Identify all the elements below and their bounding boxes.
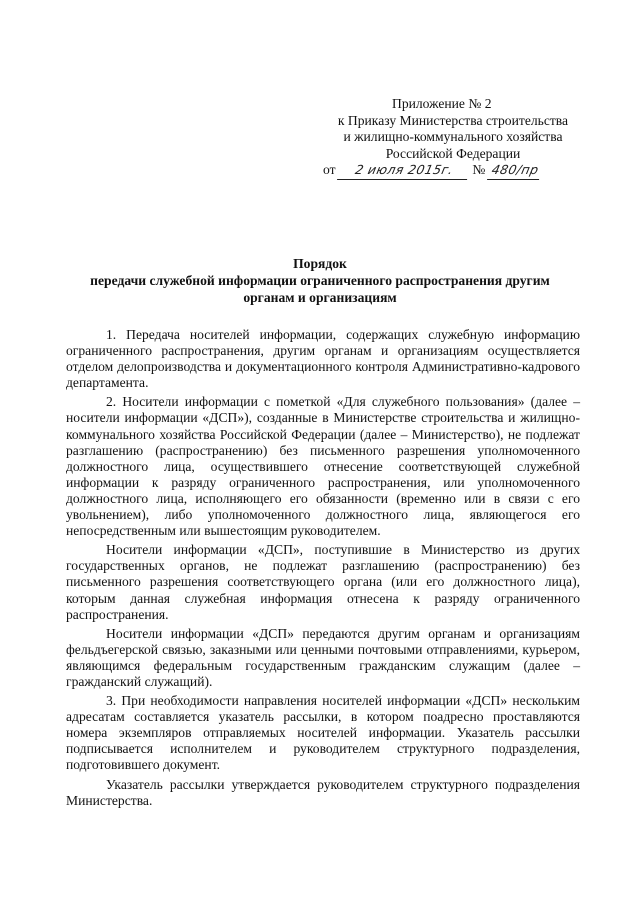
appendix-federation: Российской Федерации (385, 145, 521, 161)
title-line-2: передачи служебной информации ограниченного распространения другим (90, 273, 550, 288)
from-label: от (323, 162, 336, 177)
paragraph: Носители информации «ДСП» передаются другим органам и организациям фельдъегерской связью, заказными или ценными почтовыми отправлениями, курьером, являющимся федеральным государственным гражданским служащим (далее – гражданский служащий). (66, 625, 580, 689)
paragraph: 3. При необходимости направления носителей информации «ДСП» нескольким адресатам составляется указатель рассылки, в котором поадресно проставляются номера экземпляров отправляемых носителей информации. Указатель рассылки подписывается исполнителем и руководителем структурного подразделения, подготовившего документ. (66, 693, 580, 773)
document-body (66, 327, 580, 812)
appendix-order-ref: к Приказу Министерства строительства (337, 112, 569, 128)
title-line-3: органам и организациям (243, 290, 397, 305)
appendix-header (318, 96, 588, 162)
title-line-1: Порядок (293, 256, 347, 271)
paragraph: 1. Передача носителей информации, содержащих служебную информацию ограниченного распространения, другим органам и организациям осуществляется отделом делопроизводства и документационного контроля Административно-кадрового департамента. (66, 327, 580, 391)
number-label: № (472, 162, 486, 177)
document-title (60, 255, 580, 306)
order-date-number (323, 161, 588, 180)
paragraph: Указатель рассылки утверждается руководителем структурного подразделения Министерства. (66, 776, 580, 808)
paragraph: Носители информации «ДСП», поступившие в Министерство из других государственных органов, не подлежат разглашению (распространению) без письменного разрешения соответствующего органа (или его должностного лица), которым данная служебная информация отнесена к разряду ограниченного распространения. (66, 542, 580, 622)
appendix-ministry: и жилищно-коммунального хозяйства (343, 129, 563, 144)
handwritten-number: 480/пр (487, 161, 543, 180)
handwritten-date: 2 июля 2015г. (337, 161, 471, 180)
appendix-number: Приложение № 2 (392, 96, 492, 111)
paragraph: 2. Носители информации с пометкой «Для служебного пользования» (далее – носители информации «ДСП»), созданные в Министерстве строительства и жилищно-коммунального хозяйства Российской Федерации (далее – Министерство), не подлежат разглашению (распространению) без письменного разрешения уполномоченного должностного лица, осуществившего отнесение соответствующей служебной информации к разряду ограниченного распространения, или уполномоченного должностного лица, исполняющего его обязанности (временно или в связи с его увольнением), либо уполномоченного должностного лица, являющегося его непосредственным или вышестоящим руководителем. (66, 394, 580, 539)
